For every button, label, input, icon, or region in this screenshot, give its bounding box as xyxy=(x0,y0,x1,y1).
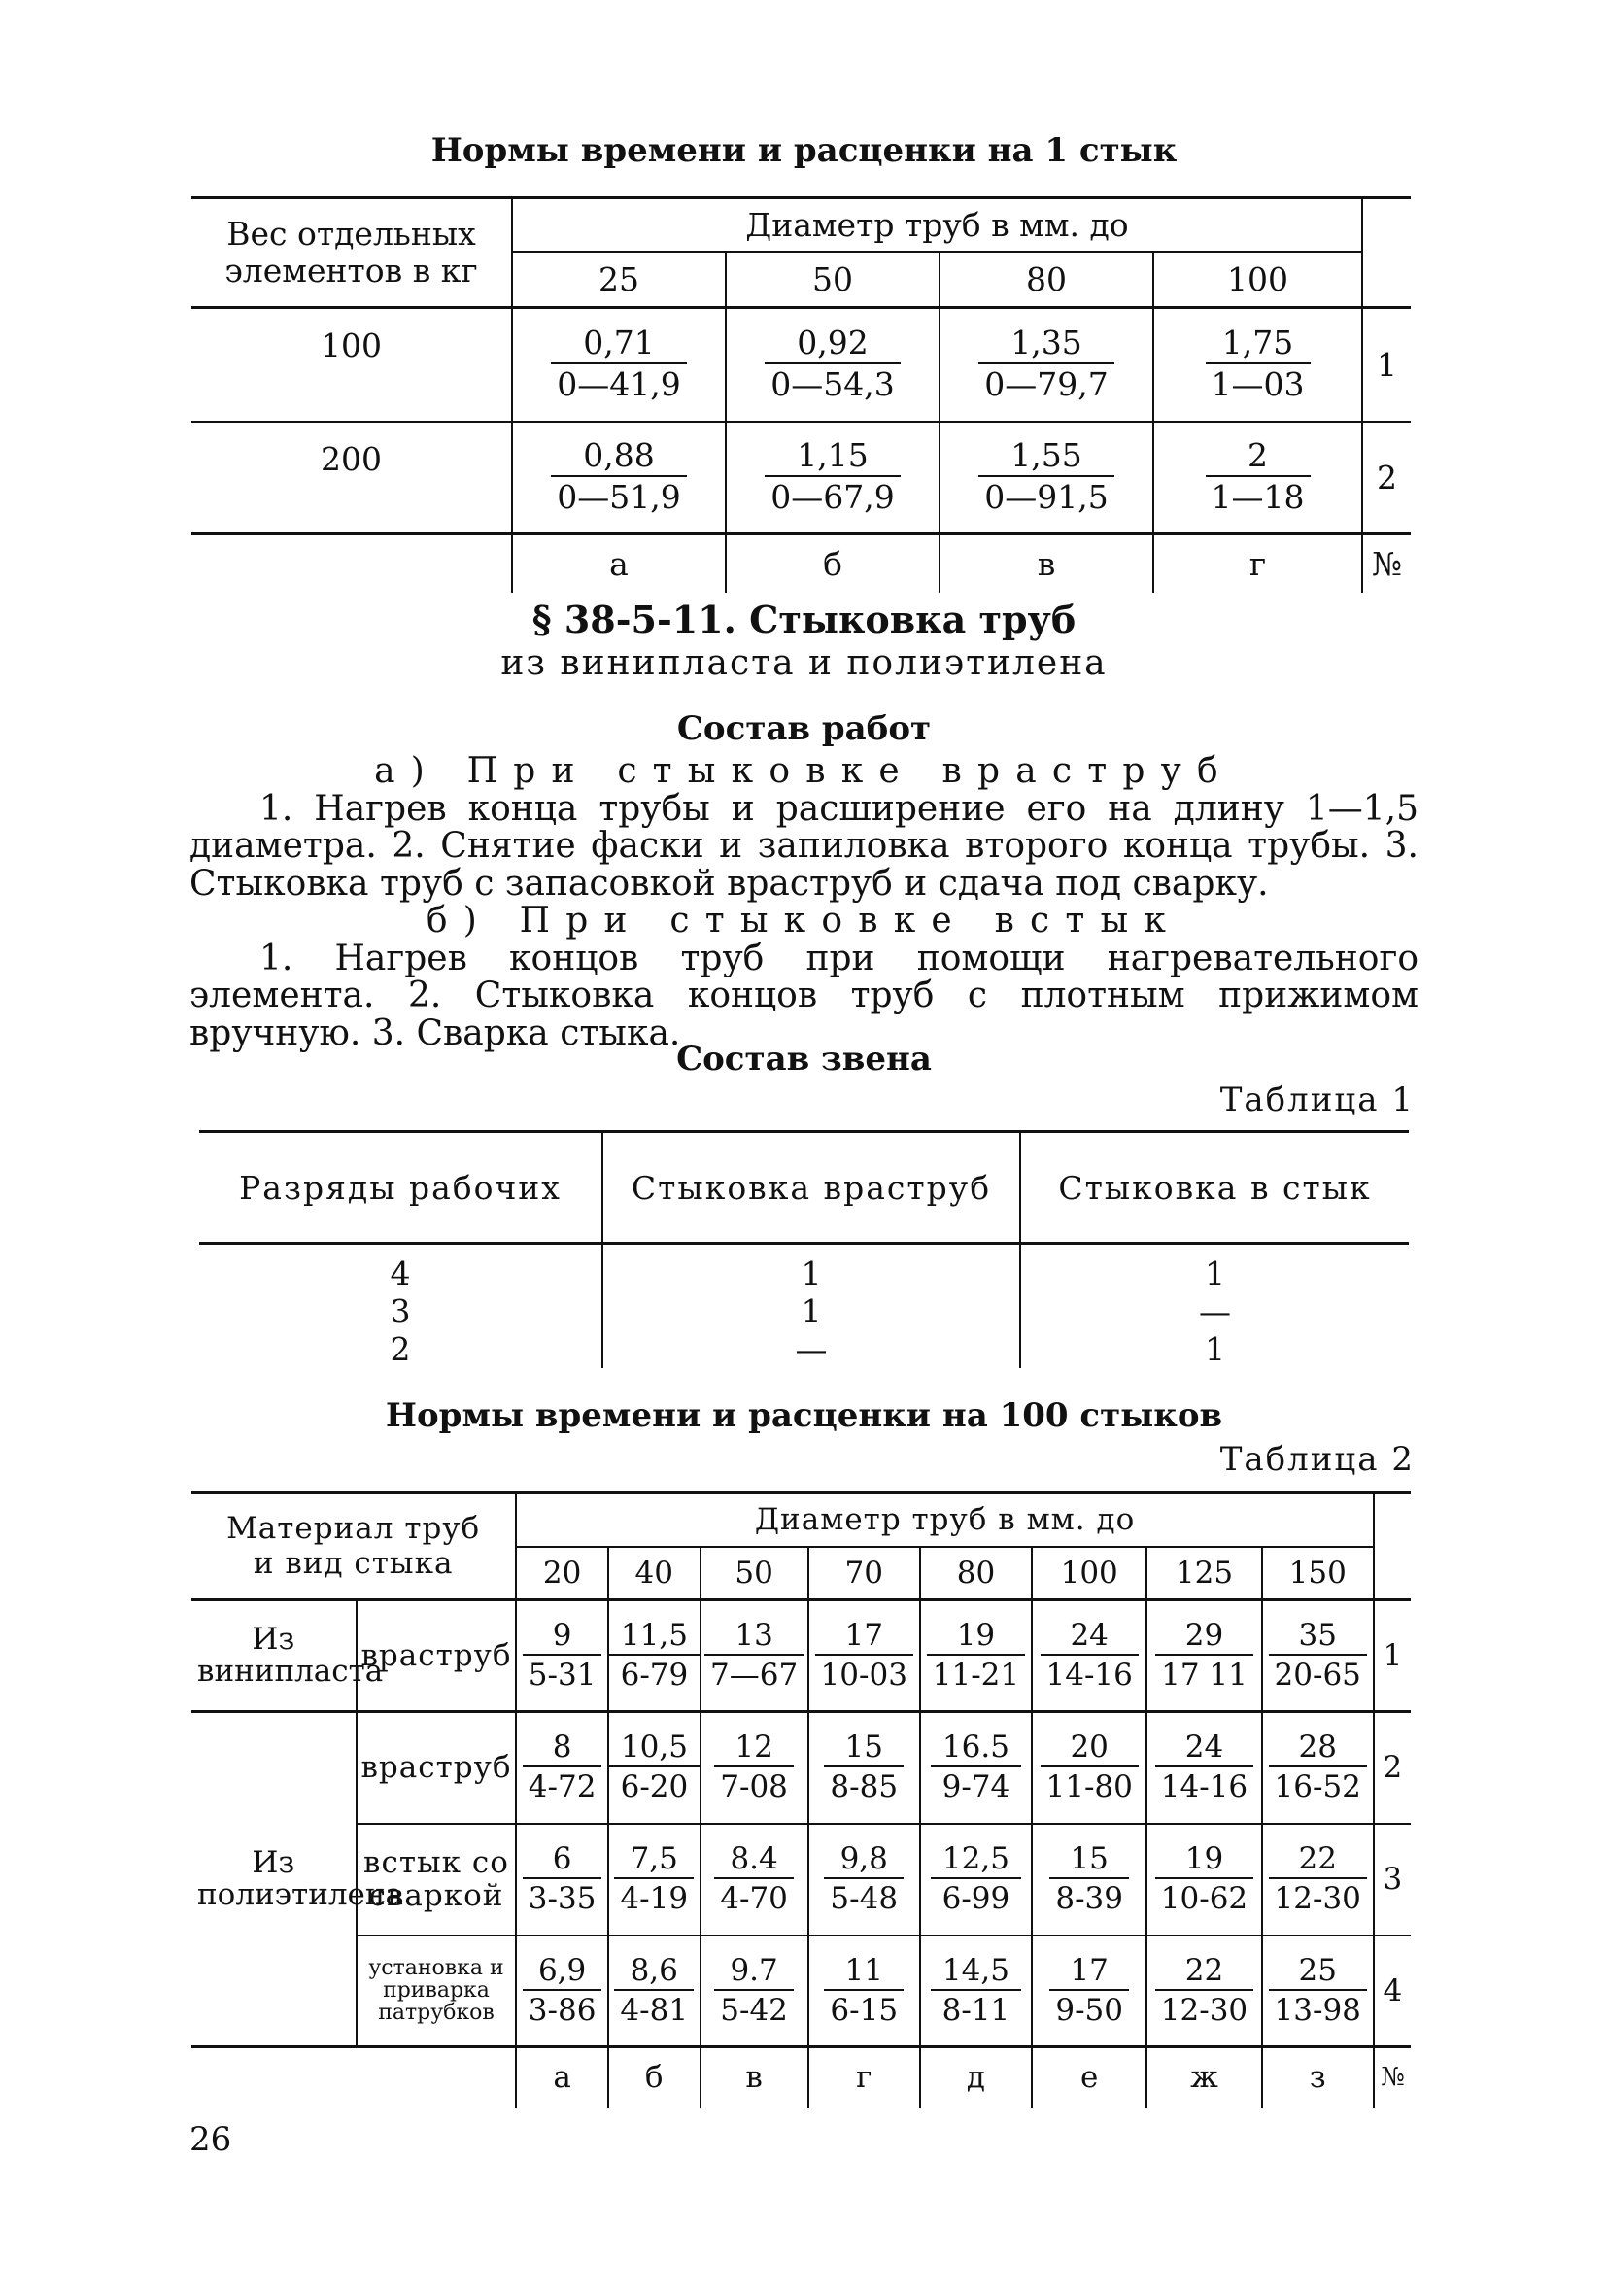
column-letter: б xyxy=(608,2047,701,2108)
column-letter: в xyxy=(940,534,1153,593)
crew-table-label: Таблица 1 xyxy=(1219,1080,1415,1119)
row-number: 2 xyxy=(1374,1712,1411,1824)
crew-header: Стыковка в стык xyxy=(1020,1132,1409,1244)
column-letter: б xyxy=(726,534,940,593)
crew-cell: 3 xyxy=(199,1292,602,1330)
norm-rate-cell: $\frac{22}{12-30}$ xyxy=(1269,1842,1367,1915)
column-letter: з xyxy=(1262,2047,1374,2108)
table2-label: Таблица 2 xyxy=(1219,1440,1415,1479)
column-letter: а xyxy=(516,2047,608,2108)
norm-rate-cell: $\frac{1,55}{0—91,5}$ xyxy=(978,438,1113,516)
table-row xyxy=(199,1330,1409,1368)
crew-cell: — xyxy=(1199,1291,1231,1330)
table-row xyxy=(191,1712,1411,1824)
table-row xyxy=(199,1244,1409,1292)
table1-title: Нормы времени и расценки на 1 стык xyxy=(430,131,1178,170)
row-number: 3 xyxy=(1374,1824,1411,1936)
joint-kind: установка и приварка патрубков xyxy=(357,1936,517,2047)
norm-rate-cell: $\frac{13}{7—67}$ xyxy=(704,1619,804,1692)
page-number: 26 xyxy=(189,2120,232,2159)
crew-cell: 1 xyxy=(1205,1329,1225,1368)
row-number: 1 xyxy=(1362,308,1411,422)
crew-heading: Состав звена xyxy=(676,1040,932,1079)
table2-diameter: 80 xyxy=(920,1547,1032,1600)
row-number: 1 xyxy=(1374,1600,1411,1712)
norm-rate-cell: $\frac{9,8}{5-48}$ xyxy=(824,1842,904,1915)
norm-rate-cell: $\frac{2}{1—18}$ xyxy=(1206,438,1311,516)
table2-diameter: 150 xyxy=(1262,1547,1374,1600)
column-letter-number: № xyxy=(1381,2063,1405,2093)
norm-rate-cell: $\frac{0,92}{0—54,3}$ xyxy=(765,326,900,403)
table1-corner xyxy=(1362,198,1411,308)
table2-corner xyxy=(1374,1493,1411,1600)
crew-cell: 4 xyxy=(199,1244,602,1292)
norm-rate-cell: $\frac{6,9}{3-86}$ xyxy=(523,1954,602,2027)
norm-rate-cell: $\frac{17}{10-03}$ xyxy=(815,1619,913,1692)
norm-rate-cell: $\frac{19}{10-62}$ xyxy=(1155,1842,1253,1915)
table2-group-header: Диаметр труб в мм. до xyxy=(516,1493,1374,1547)
crew-cell: 1 xyxy=(602,1292,1020,1330)
table1-group-header: Диаметр труб в мм. до xyxy=(512,198,1362,252)
column-letter: а xyxy=(512,534,726,593)
norm-rate-cell: $\frac{7,5}{4-19}$ xyxy=(614,1842,694,1915)
norm-rate-cell: $\frac{11,5}{6-79}$ xyxy=(609,1619,700,1692)
table-row xyxy=(191,1600,1411,1712)
material-vinyl: Из винипласта xyxy=(191,1600,357,1712)
table1-diameter: 100 xyxy=(1153,252,1362,308)
table2-diameter: 125 xyxy=(1146,1547,1261,1600)
norm-rate-cell: $\frac{1,15}{0—67,9}$ xyxy=(765,438,900,516)
work-composition-heading: Состав работ xyxy=(676,709,932,748)
norm-rate-cell: $\frac{8.4}{4-70}$ xyxy=(714,1842,794,1915)
column-letter-number: № xyxy=(1371,544,1403,583)
table2-col-header: Материал труб и вид стыка xyxy=(191,1493,516,1600)
table1-col-header: Вес отдельных элементов в кг xyxy=(191,198,512,308)
material-polyethylene: Из полиэтилена xyxy=(191,1712,357,2047)
norm-rate-cell: $\frac{24}{14-16}$ xyxy=(1041,1619,1139,1692)
norm-rate-cell: $\frac{9}{5-31}$ xyxy=(523,1619,602,1692)
norm-rate-cell: $\frac{29}{17 11}$ xyxy=(1155,1619,1253,1692)
norm-rate-cell: $\frac{28}{16-52}$ xyxy=(1269,1731,1367,1803)
norm-rate-cell: $\frac{16.5}{9-74}$ xyxy=(931,1731,1021,1803)
crew-header: Разряды рабочих xyxy=(199,1132,602,1244)
crew-header: Стыковка враструб xyxy=(602,1132,1020,1244)
row-number: 4 xyxy=(1374,1936,1411,2047)
subheading-a: а) При стыковке враструб xyxy=(374,751,1234,791)
crew-cell: 1 xyxy=(1205,1253,1225,1292)
table2-title: Нормы времени и расценки на 100 стыков xyxy=(385,1396,1223,1435)
joint-kind: враструб xyxy=(357,1712,517,1824)
joint-kind: враструб xyxy=(357,1600,517,1712)
table-row xyxy=(191,308,1411,422)
norm-rate-cell: $\frac{24}{14-16}$ xyxy=(1155,1731,1253,1803)
table2-diameter: 40 xyxy=(608,1547,701,1600)
column-letter: д xyxy=(920,2047,1032,2108)
table2 xyxy=(191,1491,1411,2108)
subheading-b: б) При стыковке встык xyxy=(426,901,1182,942)
column-letter: г xyxy=(808,2047,920,2108)
table2-diameter: 100 xyxy=(1032,1547,1146,1600)
joint-kind: встык со сваркой xyxy=(357,1824,517,1936)
norm-rate-cell: $\frac{14,5}{8-11}$ xyxy=(931,1954,1021,2027)
table-row xyxy=(191,1936,1411,2047)
norm-rate-cell: $\frac{20}{11-80}$ xyxy=(1041,1731,1139,1803)
norm-rate-cell: $\frac{8,6}{4-81}$ xyxy=(614,1954,694,2027)
section-title: § 38-5-11. Стыковка труб xyxy=(531,598,1077,641)
table1-diameter: 80 xyxy=(940,252,1153,308)
norm-rate-cell: $\frac{22}{12-30}$ xyxy=(1155,1954,1253,2027)
norm-rate-cell: $\frac{12}{7-08}$ xyxy=(714,1731,794,1803)
table-row xyxy=(191,422,1411,534)
paragraph-a: 1. Нагрев конца трубы и расширение его на длину 1—1,5 диаметра. 2. Снятие фаски и запиловка второго конца трубы. 3. Стыковка труб с запасовкой враструб и сдача под сварку. xyxy=(189,788,1419,904)
norm-rate-cell: $\frac{15}{8-39}$ xyxy=(1049,1842,1129,1915)
paragraph-b: 1. Нагрев концов труб при помощи нагревательного элемента. 2. Стыковка концов труб с плотным прижимом вручную. 3. Сварка стыка. xyxy=(189,938,1419,1053)
crew-cell: — xyxy=(602,1330,1020,1368)
norm-rate-cell: $\frac{0,71}{0—41,9}$ xyxy=(551,326,686,403)
norm-rate-cell: $\frac{10,5}{6-20}$ xyxy=(609,1731,700,1803)
table-row xyxy=(199,1292,1409,1330)
norm-rate-cell: $\frac{9.7}{5-42}$ xyxy=(714,1954,794,2027)
column-letter: ж xyxy=(1146,2047,1261,2108)
crew-table xyxy=(199,1130,1409,1368)
table1 xyxy=(191,196,1411,593)
table2-diameter: 70 xyxy=(808,1547,920,1600)
column-letter: в xyxy=(701,2047,808,2108)
column-letter: е xyxy=(1032,2047,1146,2108)
norm-rate-cell: $\frac{0,88}{0—51,9}$ xyxy=(551,438,686,516)
table1-weight: 100 xyxy=(191,308,512,422)
norm-rate-cell: $\frac{1,75}{1—03}$ xyxy=(1206,326,1311,403)
norm-rate-cell: $\frac{12,5}{6-99}$ xyxy=(931,1842,1021,1915)
norm-rate-cell: $\frac{6}{3-35}$ xyxy=(523,1842,602,1915)
norm-rate-cell: $\frac{1,35}{0—79,7}$ xyxy=(978,326,1113,403)
table1-diameter: 25 xyxy=(512,252,726,308)
norm-rate-cell: $\frac{35}{20-65}$ xyxy=(1269,1619,1367,1692)
norm-rate-cell: $\frac{17}{9-50}$ xyxy=(1049,1954,1129,2027)
work-composition-text xyxy=(189,753,1419,1052)
norm-rate-cell: $\frac{25}{13-98}$ xyxy=(1269,1954,1367,2027)
table1-weight: 200 xyxy=(191,422,512,534)
table2-diameter: 50 xyxy=(701,1547,808,1600)
column-letter: г xyxy=(1153,534,1362,593)
norm-rate-cell: $\frac{15}{8-85}$ xyxy=(824,1731,904,1803)
table2-diameter: 20 xyxy=(516,1547,608,1600)
crew-cell: 1 xyxy=(602,1244,1020,1292)
crew-cell: 2 xyxy=(199,1330,602,1368)
row-number: 2 xyxy=(1362,422,1411,534)
table1-diameter: 50 xyxy=(726,252,940,308)
norm-rate-cell: $\frac{11}{6-15}$ xyxy=(824,1954,904,2027)
norm-rate-cell: $\frac{19}{11-21}$ xyxy=(927,1619,1025,1692)
norm-rate-cell: $\frac{8}{4-72}$ xyxy=(523,1731,602,1803)
section-subtitle: из винипласта и полиэтилена xyxy=(500,643,1108,683)
table-row xyxy=(191,1824,1411,1936)
